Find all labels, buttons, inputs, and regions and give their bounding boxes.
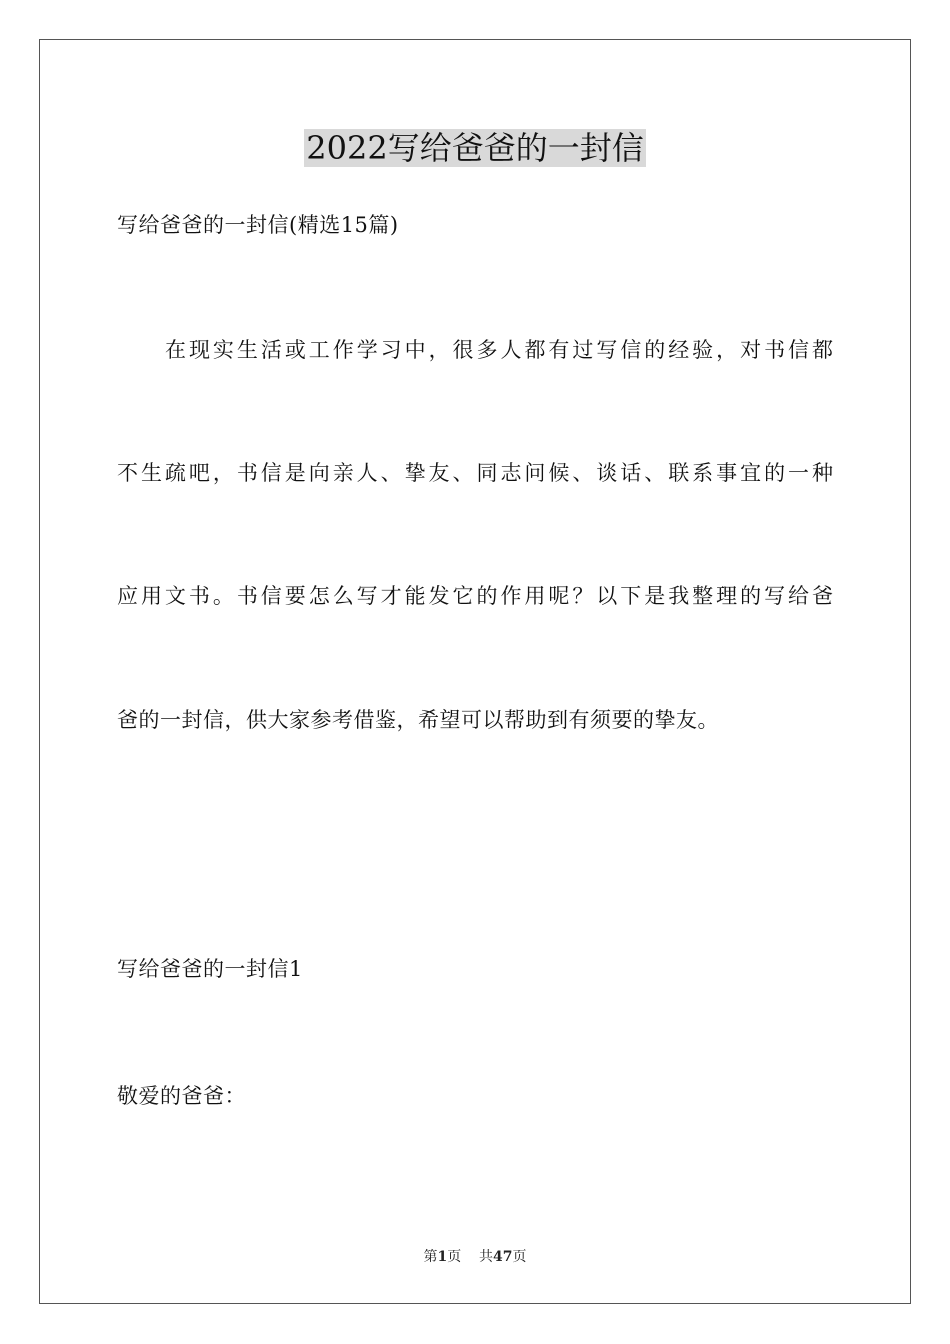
intro-paragraph-line-4: 爸的一封信，供大家参考借鉴，希望可以帮助到有须要的挚友。 (117, 708, 719, 732)
page-footer (0, 1247, 950, 1267)
total-pages: 47 (493, 1249, 513, 1265)
page-number: 1 (437, 1249, 448, 1265)
salutation: 敬爱的爸爸： (117, 1084, 246, 1108)
intro-paragraph-line-3: 应用文书。书信要怎么写才能发它的作用呢？以下是我整理的写给爸 (117, 584, 833, 608)
document-subtitle: 写给爸爸的一封信(精选15篇) (117, 213, 399, 237)
intro-paragraph-line-1: 在现实生活或工作学习中，很多人都有过写信的经验，对书信都 (165, 338, 833, 362)
page-prefix: 第 (423, 1249, 438, 1265)
total-suffix: 页 (512, 1249, 527, 1265)
total-prefix: 共 (479, 1249, 494, 1265)
section-heading: 写给爸爸的一封信1 (117, 957, 303, 981)
document-title (0, 128, 950, 168)
intro-paragraph-line-2: 不生疏吧，书信是向亲人、挚友、同志问候、谈话、联系事宜的一种 (117, 461, 833, 485)
page-suffix: 页 (447, 1249, 462, 1265)
document-title-text: 2022写给爸爸的一封信 (306, 129, 644, 167)
